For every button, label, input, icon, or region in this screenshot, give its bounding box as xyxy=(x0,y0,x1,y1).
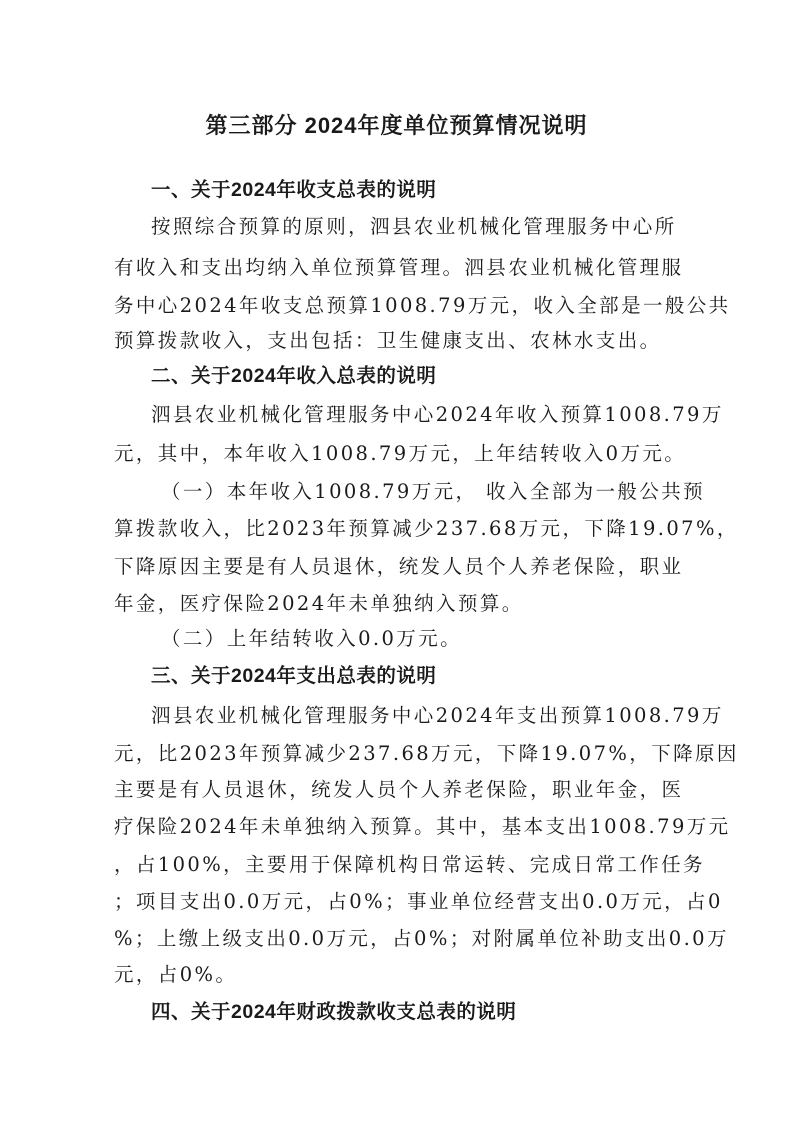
paragraph-line: 主要是有人员退休，统发人员个人养老保险，职业年金，医 xyxy=(114,778,684,801)
section-heading-1: 一、关于2024年收支总表的说明 xyxy=(151,179,437,201)
paragraph-line: （二）上年结转收入0.0万元。 xyxy=(161,627,463,650)
paragraph-line: %；上缴上级支出0.0万元，占0%；对附属单位补助支出0.0万 xyxy=(114,927,729,950)
section-heading-2: 二、关于2024年收入总表的说明 xyxy=(151,365,437,387)
paragraph-line: 疗保险2024年未单独纳入预算。其中，基本支出1008.79万元 xyxy=(114,815,731,838)
paragraph-line: 务中心2024年收支总预算1008.79万元，收入全部是一般公共 xyxy=(114,294,731,317)
paragraph-line: 按照综合预算的原则，泗县农业机械化管理服务中心所 xyxy=(151,215,677,238)
paragraph-line: ，占100%，主要用于保障机构日常运转、完成日常工作任务 xyxy=(114,853,705,876)
paragraph-line: 泗县农业机械化管理服务中心2024年收入预算1008.79万 xyxy=(151,403,724,426)
paragraph-line: ；项目支出0.0万元，占0%；事业单位经营支出0.0万元，占0 xyxy=(114,890,723,913)
section-heading-4: 四、关于2024年财政拨款收支总表的说明 xyxy=(151,1001,517,1023)
paragraph-line: 年金，医疗保险2024年未单独纳入预算。 xyxy=(114,592,524,615)
paragraph-line: （一）本年收入1008.79万元， 收入全部为一般公共预 xyxy=(161,480,706,503)
paragraph-line: 元，占0%。 xyxy=(114,963,238,986)
paragraph-line: 下降原因主要是有人员退休，统发人员个人养老保险，职业 xyxy=(114,555,684,578)
page-title: 第三部分 2024年度单位预算情况说明 xyxy=(205,113,588,138)
paragraph-line: 元，比2023年预算减少237.68万元，下降19.07%，下降原因 xyxy=(114,742,739,765)
paragraph-line: 元，其中，本年收入1008.79万元，上年结转收入0万元。 xyxy=(114,442,687,465)
paragraph-line: 算拨款收入，比2023年预算减少237.68万元，下降19.07%， xyxy=(114,517,739,540)
paragraph-line: 有收入和支出均纳入单位预算管理。泗县农业机械化管理服 xyxy=(114,256,684,279)
paragraph-line: 泗县农业机械化管理服务中心2024年支出预算1008.79万 xyxy=(151,704,724,727)
section-heading-3: 三、关于2024年支出总表的说明 xyxy=(151,665,437,687)
paragraph-line: 预算拨款收入，支出包括：卫生健康支出、农林水支出。 xyxy=(114,329,662,352)
